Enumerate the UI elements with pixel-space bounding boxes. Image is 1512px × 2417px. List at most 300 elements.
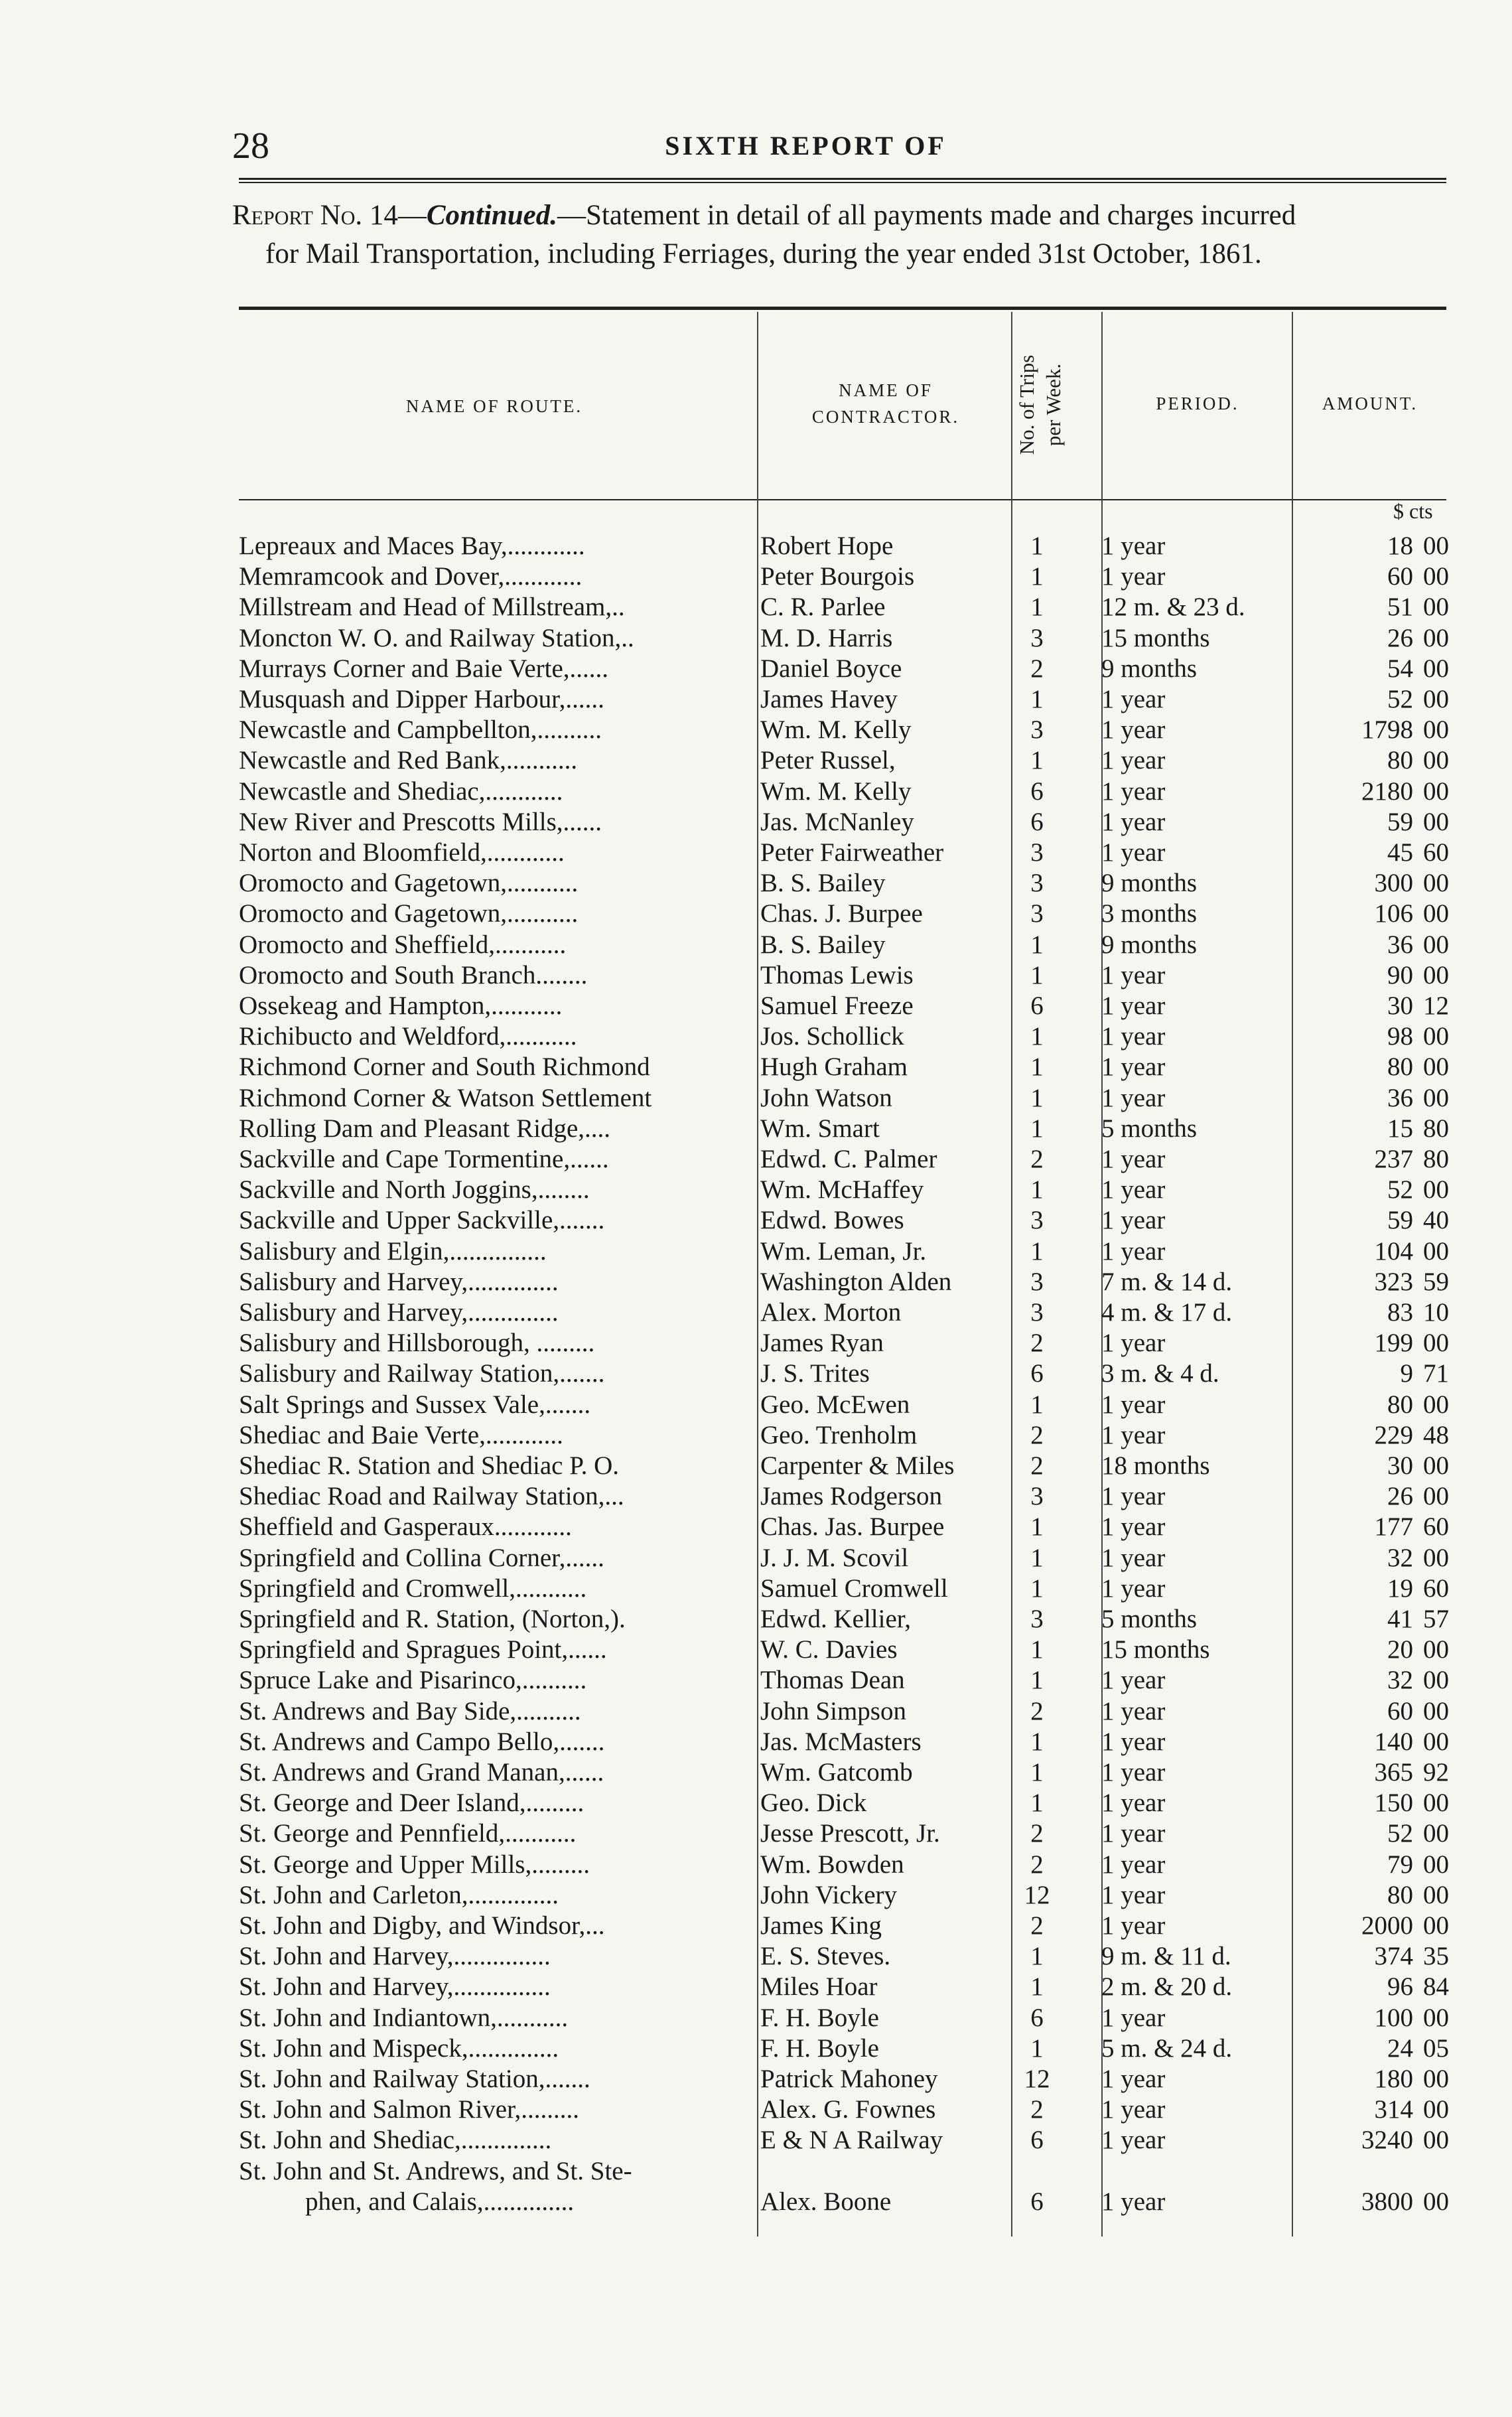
table-row <box>239 899 1466 929</box>
amount-cents: 71 <box>1423 1359 1449 1388</box>
amount-cents: 57 <box>1423 1605 1449 1633</box>
contractor-name: Chas. Jas. Burpee <box>760 1512 945 1542</box>
amount-dollars: 36 <box>1387 930 1413 959</box>
table-row <box>239 623 1466 654</box>
table-row <box>239 1574 1466 1604</box>
header-contractor-line1: NAME OF <box>839 380 933 400</box>
trips-per-week: 2 <box>1030 654 1044 683</box>
amount-dollars: 140 <box>1374 1727 1413 1756</box>
table-row <box>239 1788 1466 1818</box>
amount-dollars: 3800 <box>1361 2187 1413 2216</box>
contractor-name: Peter Fairweather <box>760 838 944 867</box>
amount-dollars: 24 <box>1387 2033 1413 2063</box>
contractor-name: Patrick Mahoney <box>760 2065 938 2093</box>
amount-dollars: 26 <box>1387 623 1413 652</box>
period: 1 year <box>1101 746 1166 775</box>
route-name: Oromocto and Gagetown,........... <box>239 899 579 928</box>
amount-dollars: 80 <box>1387 746 1413 775</box>
trips-per-week: 6 <box>1030 2187 1044 2216</box>
trips-per-week: 1 <box>1030 1236 1044 1266</box>
contractor-name: Wm. Smart <box>760 1114 880 1143</box>
trips-per-week: 2 <box>1030 1451 1044 1480</box>
route-name: Musquash and Dipper Harbour,...... <box>239 685 604 713</box>
trips-per-week: 1 <box>1030 685 1044 713</box>
contractor-name: Edwd. Kellier, <box>760 1605 911 1633</box>
route-name: St. John and Digby, and Windsor,... <box>239 1911 605 1940</box>
table-row <box>239 1818 1466 1849</box>
trips-per-week: 1 <box>1030 1574 1044 1603</box>
amount-dollars: 41 <box>1387 1605 1413 1633</box>
intro-line1: —Statement in detail of all payments made and charges incurred <box>557 200 1296 231</box>
amount-dollars: 51 <box>1387 593 1413 622</box>
amount-cents: 00 <box>1423 2187 1449 2216</box>
trips-per-week: 1 <box>1030 1114 1044 1143</box>
amount-cents: 80 <box>1423 1114 1449 1143</box>
currency-label: $ cts <box>1393 499 1433 523</box>
trips-per-week: 1 <box>1030 1972 1044 2002</box>
trips-per-week: 3 <box>1030 899 1044 928</box>
trips-per-week: 1 <box>1030 1789 1044 1818</box>
contractor-name: Wm. McHaffey <box>760 1175 924 1205</box>
route-name: Spruce Lake and Pisarinco,.......... <box>239 1666 587 1695</box>
contractor-name: Chas. J. Burpee <box>760 899 923 928</box>
trips-per-week: 1 <box>1030 1666 1044 1695</box>
period: 1 year <box>1101 1329 1166 1358</box>
amount-cents: 60 <box>1423 838 1449 867</box>
contractor-name: Wm. M. Kelly <box>760 776 912 806</box>
amount-cents: 00 <box>1423 593 1449 622</box>
route-name: Sackville and Upper Sackville,....... <box>239 1206 605 1235</box>
period: 1 year <box>1101 776 1166 806</box>
table-row <box>239 1481 1466 1512</box>
header-rule-thin <box>239 182 1446 183</box>
contractor-name: Alex. G. Fownes <box>760 2095 936 2124</box>
contractor-name: John Vickery <box>760 1880 897 1909</box>
period: 1 year <box>1101 1083 1166 1112</box>
trips-per-week: 1 <box>1030 1512 1044 1542</box>
route-name: Richmond Corner and South Richmond <box>239 1053 650 1082</box>
trips-per-week: 3 <box>1030 623 1044 652</box>
amount-dollars: 54 <box>1387 654 1413 683</box>
contractor-name: Miles Hoar <box>760 1972 878 2002</box>
table-row <box>239 1972 1466 2002</box>
page-number: 28 <box>232 125 269 167</box>
amount-dollars: 80 <box>1387 1880 1413 1909</box>
table-row <box>239 684 1466 715</box>
table-row <box>239 1420 1466 1451</box>
contractor-name: Wm. Leman, Jr. <box>760 1236 927 1266</box>
amount-cents: 00 <box>1423 1482 1449 1511</box>
contractor-name: Thomas Lewis <box>760 960 914 989</box>
route-name: Salisbury and Harvey,.............. <box>239 1298 559 1327</box>
amount-cents: 00 <box>1423 1022 1449 1051</box>
route-name: Newcastle and Shediac,............ <box>239 776 563 806</box>
route-name: Sackville and North Joggins,........ <box>239 1175 590 1205</box>
contractor-name: Carpenter & Miles <box>760 1451 955 1480</box>
amount-dollars: 90 <box>1387 960 1413 989</box>
trips-per-week: 3 <box>1030 1605 1044 1633</box>
amount-cents: 00 <box>1423 930 1449 959</box>
trips-per-week: 1 <box>1030 1942 1044 1971</box>
trips-per-week: 1 <box>1030 1635 1044 1664</box>
header-contractor <box>760 377 1012 430</box>
trips-per-week: 3 <box>1030 838 1044 867</box>
table-row <box>239 776 1466 807</box>
amount-dollars: 32 <box>1387 1666 1413 1695</box>
amount-cents: 00 <box>1423 685 1449 713</box>
route-name: Shediac and Baie Verte,............ <box>239 1420 563 1449</box>
amount-dollars: 59 <box>1387 807 1413 836</box>
table-row <box>239 2094 1466 2125</box>
amount-cents: 05 <box>1423 2033 1449 2063</box>
table-row <box>239 960 1466 991</box>
trips-per-week: 6 <box>1030 2126 1044 2155</box>
header-rule <box>239 178 1446 180</box>
header-amount: AMOUNT. <box>1322 394 1418 413</box>
contractor-name: Hugh Graham <box>760 1053 908 1082</box>
contractor-name: James King <box>760 1911 882 1940</box>
amount-cents: 00 <box>1423 1696 1449 1725</box>
amount-cents: 00 <box>1423 623 1449 652</box>
table-row <box>239 1451 1466 1481</box>
route-name: St. John and St. Andrews, and St. Ste- <box>239 2156 632 2185</box>
route-name: Murrays Corner and Baie Verte,...... <box>239 654 609 683</box>
period: 9 months <box>1101 930 1198 959</box>
route-name: Norton and Bloomfield,............ <box>239 838 565 867</box>
amount-cents: 00 <box>1423 1911 1449 1940</box>
table-row <box>239 1543 1466 1574</box>
contractor-name: E & N A Railway <box>760 2126 943 2155</box>
contractor-name: James Ryan <box>760 1329 884 1358</box>
amount-dollars: 3240 <box>1361 2126 1413 2155</box>
table-row <box>239 1114 1466 1144</box>
trips-per-week: 6 <box>1030 2003 1044 2032</box>
table-row <box>239 1941 1466 1972</box>
trips-per-week: 3 <box>1030 869 1044 898</box>
route-name: Sheffield and Gasperaux............ <box>239 1512 572 1542</box>
contractor-name: Peter Bourgois <box>760 562 915 591</box>
period: 1 year <box>1101 1574 1166 1603</box>
amount-cents: 00 <box>1423 1789 1449 1818</box>
amount-cents: 00 <box>1423 1451 1449 1480</box>
trips-per-week: 1 <box>1030 1053 1044 1082</box>
route-name: Richibucto and Weldford,........... <box>239 1022 577 1051</box>
amount-dollars: 106 <box>1374 899 1413 928</box>
period: 1 year <box>1101 1696 1166 1725</box>
amount-dollars: 180 <box>1374 2065 1413 2093</box>
period: 1 year <box>1101 1850 1166 1879</box>
period: 1 year <box>1101 838 1166 867</box>
route-name: Salisbury and Harvey,.............. <box>239 1267 559 1296</box>
amount-dollars: 237 <box>1374 1145 1413 1173</box>
table-row <box>239 868 1466 899</box>
amount-cents: 00 <box>1423 1053 1449 1082</box>
amount-dollars: 300 <box>1374 869 1413 898</box>
period: 5 m. & 24 d. <box>1101 2033 1233 2063</box>
amount-dollars: 96 <box>1387 1972 1413 2002</box>
period: 1 year <box>1101 2003 1166 2032</box>
amount-cents: 00 <box>1423 2126 1449 2155</box>
period: 3 m. & 4 d. <box>1101 1359 1219 1388</box>
amount-cents: 48 <box>1423 1420 1449 1449</box>
table-row <box>239 1021 1466 1052</box>
contractor-name: Samuel Cromwell <box>760 1574 948 1603</box>
trips-per-week: 3 <box>1030 1206 1044 1235</box>
trips-per-week: 3 <box>1030 1267 1044 1296</box>
route-name: Moncton W. O. and Railway Station,.. <box>239 623 634 652</box>
amount-dollars: 36 <box>1387 1083 1413 1112</box>
amount-dollars: 30 <box>1387 991 1413 1020</box>
amount-cents: 00 <box>1423 1083 1449 1112</box>
amount-dollars: 2000 <box>1361 1911 1413 1940</box>
table-row <box>239 2003 1466 2033</box>
table-row <box>239 592 1466 623</box>
report-label: Report No. 14— <box>232 200 427 231</box>
trips-per-week: 1 <box>1030 1727 1044 1756</box>
amount-cents: 12 <box>1423 991 1449 1020</box>
amount-cents: 00 <box>1423 1543 1449 1572</box>
amount-dollars: 19 <box>1387 1574 1413 1603</box>
period: 1 year <box>1101 1420 1166 1449</box>
amount-cents: 92 <box>1423 1758 1449 1787</box>
table-row <box>239 1665 1466 1696</box>
period: 1 year <box>1101 1206 1166 1235</box>
amount-cents: 00 <box>1423 654 1449 683</box>
period: 1 year <box>1101 1727 1166 1756</box>
route-name: Lepreaux and Maces Bay,............ <box>239 532 585 560</box>
amount-cents: 60 <box>1423 1574 1449 1603</box>
trips-per-week: 1 <box>1030 746 1044 775</box>
amount-cents: 00 <box>1423 807 1449 836</box>
trips-per-week: 1 <box>1030 1758 1044 1787</box>
period: 1 year <box>1101 1022 1166 1051</box>
contractor-name: Robert Hope <box>760 532 894 560</box>
route-name: Shediac R. Station and Shediac P. O. <box>239 1451 620 1480</box>
amount-dollars: 2180 <box>1361 776 1413 806</box>
amount-cents: 80 <box>1423 1145 1449 1173</box>
contractor-name: J. J. M. Scovil <box>760 1543 909 1572</box>
trips-per-week: 1 <box>1030 2033 1044 2063</box>
amount-dollars: 9 <box>1400 1359 1413 1388</box>
amount-cents: 00 <box>1423 1329 1449 1358</box>
table-row <box>239 1635 1466 1665</box>
contractor-name: C. R. Parlee <box>760 593 886 622</box>
route-name: Oromocto and Sheffield,........... <box>239 930 567 959</box>
report-intro <box>232 196 1453 273</box>
amount-cents: 00 <box>1423 532 1449 560</box>
amount-cents: 00 <box>1423 960 1449 989</box>
amount-dollars: 52 <box>1387 1175 1413 1205</box>
table-row <box>239 1236 1466 1267</box>
table-row <box>239 1757 1466 1788</box>
contractor-name: Wm. Gatcomb <box>760 1758 913 1787</box>
table-row <box>239 838 1466 868</box>
trips-per-week: 2 <box>1030 1850 1044 1879</box>
contractor-name: Samuel Freeze <box>760 991 914 1020</box>
amount-cents: 00 <box>1423 1236 1449 1266</box>
trips-per-week: 6 <box>1030 991 1044 1020</box>
route-name: Sackville and Cape Tormentine,...... <box>239 1145 609 1173</box>
trips-per-week: 1 <box>1030 593 1044 622</box>
route-name: Salisbury and Hillsborough, ......... <box>239 1329 595 1358</box>
amount-dollars: 60 <box>1387 562 1413 591</box>
trips-per-week: 1 <box>1030 960 1044 989</box>
contractor-name: B. S. Bailey <box>760 869 886 898</box>
amount-cents: 60 <box>1423 1512 1449 1542</box>
contractor-name: B. S. Bailey <box>760 930 886 959</box>
trips-per-week: 1 <box>1030 562 1044 591</box>
route-name: Salisbury and Elgin,............... <box>239 1236 547 1266</box>
table-row <box>239 1144 1466 1175</box>
contractor-name: James Havey <box>760 685 898 713</box>
amount-dollars: 98 <box>1387 1022 1413 1051</box>
period: 3 months <box>1101 899 1198 928</box>
period: 7 m. & 14 d. <box>1101 1267 1233 1296</box>
table-row <box>239 745 1466 776</box>
route-name: Salt Springs and Sussex Vale,....... <box>239 1390 591 1419</box>
period: 1 year <box>1101 532 1166 560</box>
route-name: St. John and Shediac,.............. <box>239 2126 552 2155</box>
period: 1 year <box>1101 2065 1166 2093</box>
route-name: Shediac Road and Railway Station,... <box>239 1482 624 1511</box>
period: 1 year <box>1101 1880 1166 1909</box>
trips-per-week: 1 <box>1030 532 1044 560</box>
trips-per-week: 6 <box>1030 807 1044 836</box>
period: 1 year <box>1101 1175 1166 1205</box>
amount-cents: 00 <box>1423 1850 1449 1879</box>
contractor-name: J. S. Trites <box>760 1359 870 1388</box>
continued-label: Continued. <box>426 200 558 231</box>
period: 1 year <box>1101 960 1166 989</box>
period: 1 year <box>1101 2095 1166 2124</box>
contractor-name: Thomas Dean <box>760 1666 905 1695</box>
period: 1 year <box>1101 807 1166 836</box>
route-name: Ossekeag and Hampton,........... <box>239 991 563 1020</box>
period: 12 m. & 23 d. <box>1101 593 1245 622</box>
amount-dollars: 177 <box>1374 1512 1413 1542</box>
amount-dollars: 79 <box>1387 1850 1413 1879</box>
trips-per-week: 2 <box>1030 1145 1044 1173</box>
period: 1 year <box>1101 1543 1166 1572</box>
trips-per-week: 12 <box>1024 1880 1050 1909</box>
trips-per-week: 3 <box>1030 1298 1044 1327</box>
period: 9 months <box>1101 869 1198 898</box>
contractor-name: Daniel Boyce <box>760 654 902 683</box>
amount-cents: 35 <box>1423 1942 1449 1971</box>
period: 1 year <box>1101 1236 1166 1266</box>
trips-per-week: 1 <box>1030 1022 1044 1051</box>
amount-cents: 40 <box>1423 1206 1449 1235</box>
trips-per-week: 2 <box>1030 1696 1044 1725</box>
contractor-name: E. S. Steves. <box>760 1942 891 1971</box>
contractor-name: Geo. Dick <box>760 1789 867 1818</box>
contractor-name: Edwd. Bowes <box>760 1206 904 1235</box>
table-top-rule <box>239 307 1446 310</box>
amount-dollars: 199 <box>1374 1329 1413 1358</box>
trips-per-week: 3 <box>1030 1482 1044 1511</box>
table-row <box>239 1297 1466 1328</box>
amount-cents: 00 <box>1423 1880 1449 1909</box>
table-row <box>239 807 1466 838</box>
amount-cents: 00 <box>1423 2095 1449 2124</box>
amount-dollars: 83 <box>1387 1298 1413 1327</box>
route-name: Newcastle and Red Bank,........... <box>239 746 578 775</box>
amount-cents: 59 <box>1423 1267 1449 1296</box>
route-name: St. John and Indiantown,........... <box>239 2003 569 2032</box>
amount-cents: 10 <box>1423 1298 1449 1327</box>
period: 9 months <box>1101 654 1198 683</box>
period: 1 year <box>1101 685 1166 713</box>
amount-dollars: 80 <box>1387 1053 1413 1082</box>
period: 9 m. & 11 d. <box>1101 1942 1231 1971</box>
route-name: Oromocto and Gagetown,........... <box>239 869 579 898</box>
route-name: Salisbury and Railway Station,....... <box>239 1359 605 1388</box>
amount-dollars: 20 <box>1387 1635 1413 1664</box>
amount-cents: 00 <box>1423 1635 1449 1664</box>
period: 1 year <box>1101 1666 1166 1695</box>
amount-cents: 00 <box>1423 1819 1449 1848</box>
running-head: SIXTH REPORT OF <box>665 131 947 161</box>
amount-dollars: 323 <box>1374 1267 1413 1296</box>
table-row <box>239 1727 1466 1757</box>
amount-dollars: 15 <box>1387 1114 1413 1143</box>
table-row <box>239 1358 1466 1389</box>
header-trips <box>1017 312 1064 498</box>
route-name: St. Andrews and Campo Bello,....... <box>239 1727 605 1756</box>
contractor-name: Jas. McNanley <box>760 807 914 836</box>
period: 1 year <box>1101 2187 1166 2216</box>
route-name: St. George and Pennfield,........... <box>239 1819 577 1848</box>
header-contractor-line2: CONTRACTOR. <box>811 407 960 427</box>
amount-dollars: 60 <box>1387 1696 1413 1725</box>
table-row <box>239 1267 1466 1297</box>
table-row <box>239 1205 1466 1236</box>
table-row <box>239 1390 1466 1420</box>
period: 1 year <box>1101 2126 1166 2155</box>
contractor-name: Jos. Schollick <box>760 1022 904 1051</box>
period: 18 months <box>1101 1451 1210 1480</box>
amount-cents: 00 <box>1423 1666 1449 1695</box>
table-row <box>239 1328 1466 1358</box>
trips-per-week: 6 <box>1030 1359 1044 1388</box>
amount-dollars: 26 <box>1387 1482 1413 1511</box>
header-route: NAME OF ROUTE. <box>405 396 583 416</box>
amount-cents: 00 <box>1423 715 1449 745</box>
contractor-name: Alex. Morton <box>760 1298 902 1327</box>
route-name: Oromocto and South Branch........ <box>239 960 588 989</box>
route-name: Springfield and Collina Corner,...... <box>239 1543 604 1572</box>
table-row <box>239 1911 1466 1941</box>
amount-cents: 00 <box>1423 776 1449 806</box>
contractor-name: F. H. Boyle <box>760 2033 879 2063</box>
contractor-name: Geo. Trenholm <box>760 1420 918 1449</box>
period: 15 months <box>1101 623 1210 652</box>
trips-per-week: 2 <box>1030 2095 1044 2124</box>
route-name: St. John and Railway Station,....... <box>239 2065 590 2093</box>
table-row <box>239 991 1466 1021</box>
route-name: Millstream and Head of Millstream,.. <box>239 593 625 622</box>
table-row <box>239 1604 1466 1635</box>
amount-dollars: 52 <box>1387 685 1413 713</box>
period: 1 year <box>1101 562 1166 591</box>
amount-cents: 00 <box>1423 2003 1449 2032</box>
route-name: St. John and Mispeck,.............. <box>239 2033 559 2063</box>
contractor-name: Geo. McEwen <box>760 1390 910 1419</box>
amount-cents: 00 <box>1423 899 1449 928</box>
amount-dollars: 18 <box>1387 532 1413 560</box>
contractor-name: Jas. McMasters <box>760 1727 922 1756</box>
period: 1 year <box>1101 1758 1166 1787</box>
